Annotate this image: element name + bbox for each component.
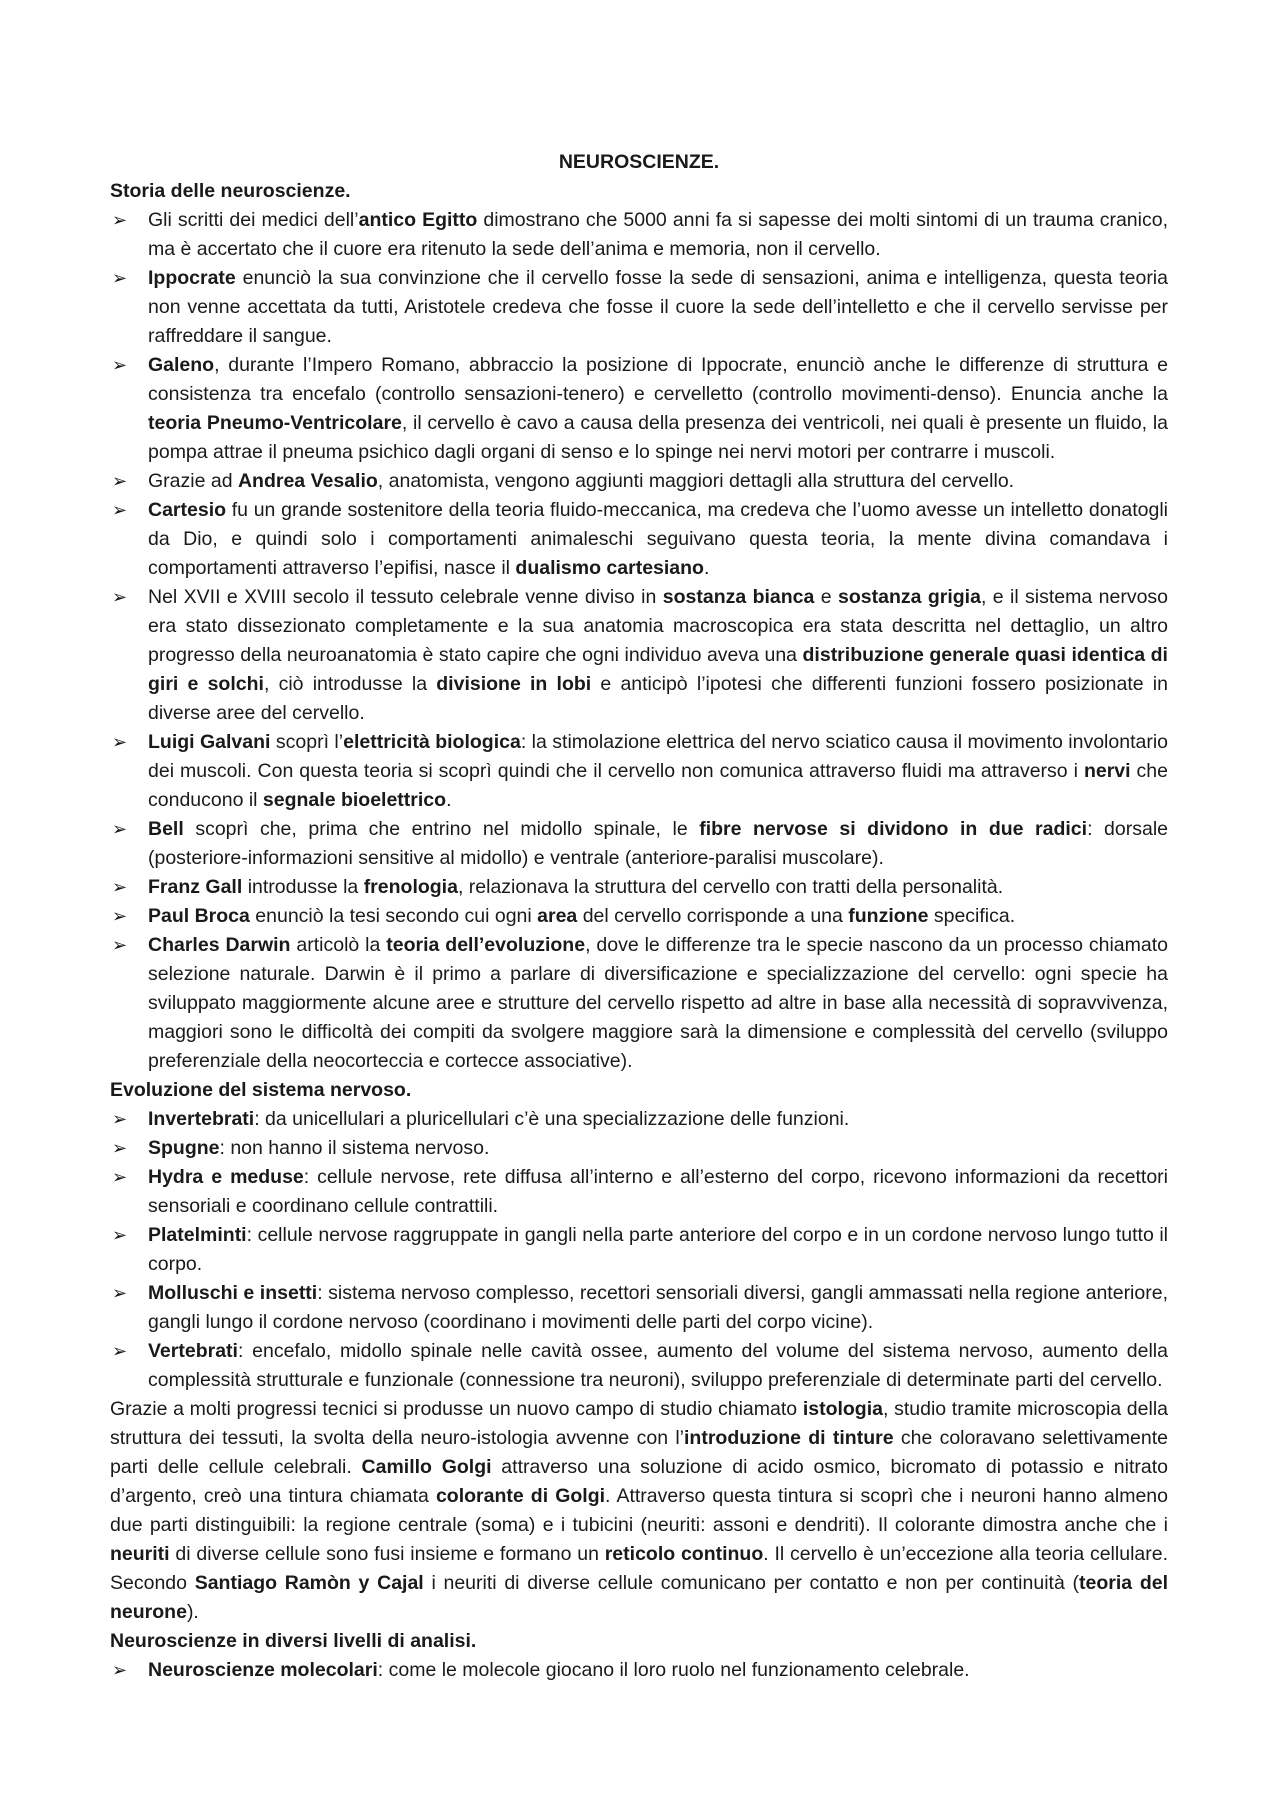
bold-term: frenologia (363, 876, 458, 898)
bullet-arrow-icon: ➢ (112, 1660, 128, 1681)
text-run: : come le molecole giocano il loro ruolo nel funzionamento celebrale. (377, 1659, 970, 1681)
bold-term: funzione (848, 905, 929, 927)
text-run: : da unicellulari a pluricellulari c’è una specializzazione delle funzioni. (254, 1108, 850, 1130)
text-run: introdusse la (242, 876, 364, 898)
bullet-item (110, 902, 1168, 931)
bullet-item (110, 1279, 1168, 1337)
text-run: dimostrano che 5000 anni fa si sapesse dei molti sintomi di un trauma cranico, ma è accertato che il cuore era ritenuto la sede dell’anima e memoria, non il cervello. (148, 209, 1168, 260)
bold-term: divisione in lobi (436, 673, 592, 695)
bullet-item (110, 206, 1168, 264)
text-run: i neuriti di diverse cellule comunicano per contatto e non per continuità ( (423, 1572, 1079, 1594)
bullet-list-evoluzione (110, 1105, 1168, 1395)
text-run: enunciò la sua convinzione che il cervello fosse la sede di sensazioni, anima e intelligenza, questa teoria non venne accettata da tutti, Aristotele credeva che fosse il cuore la sede dell’intelletto e che il cervello servisse per raffreddare il sangue. (148, 267, 1168, 347)
bold-term: Molluschi e insetti (148, 1282, 318, 1304)
bullet-arrow-icon: ➢ (112, 210, 128, 231)
text-run: , il cervello è cavo a causa della presenza dei ventricoli, nei quali è presente un fluido, la pompa attrae il pneuma psichico dagli organi di senso e lo spinge nei nervi motori per contrarre i muscoli. (148, 412, 1169, 463)
bold-term: introduzione di tinture (684, 1427, 894, 1449)
bold-term: Invertebrati (148, 1108, 255, 1130)
bold-term: Camillo Golgi (361, 1456, 492, 1478)
bullet-arrow-icon: ➢ (112, 471, 128, 492)
bullet-list-livelli (110, 1656, 1168, 1685)
text-run: attraverso una soluzione di acido osmico, bicromato di potassio e nitrato d’argento, creò una tintura chiamata (110, 1456, 1169, 1507)
bold-term: teoria Pneumo-Ventricolare (148, 412, 402, 434)
bullet-item (110, 873, 1168, 902)
bullet-arrow-icon: ➢ (112, 877, 128, 898)
bold-term: Luigi Galvani (148, 731, 271, 753)
text-run: ). (186, 1601, 199, 1623)
bullet-arrow-icon: ➢ (112, 1109, 128, 1130)
bold-term: colorante di Golgi (435, 1485, 606, 1507)
bold-term: Bell (148, 818, 184, 840)
bold-term: segnale bioelettrico (262, 789, 447, 811)
text-run: : sistema nervoso complesso, recettori sensoriali diversi, gangli ammassati nella regione anteriore, gangli lungo il cordone nervoso (coordinano i movimenti delle parti del corpo vicine). (148, 1282, 1168, 1333)
text-run: del cervello corrisponde a una (577, 905, 849, 927)
bullet-arrow-icon: ➢ (112, 1341, 128, 1362)
text-run: Nel XVII e XVIII secolo il tessuto celebrale venne diviso in (148, 586, 663, 608)
bullet-item (110, 1105, 1168, 1134)
text-run: fu un grande sostenitore della teoria fluido-meccanica, ma credeva che l’uomo avesse un intelletto donatogli da Dio, e quindi solo i comportamenti animaleschi seguivano questa teoria, la mente divina comandava i comportamenti attraverso l’epifisi, nasce il (148, 499, 1168, 579)
bold-term: fibre nervose si dividono in due radici (699, 818, 1088, 840)
bullet-arrow-icon: ➢ (112, 906, 128, 927)
text-run: , ciò introdusse la (263, 673, 437, 695)
bullet-arrow-icon: ➢ (112, 1225, 128, 1246)
document-title: NEUROSCIENZE. (558, 151, 720, 173)
bullet-arrow-icon: ➢ (112, 587, 128, 608)
bold-term: Spugne (148, 1137, 220, 1159)
text-run: scoprì che, prima che entrino nel midollo spinale, le (183, 818, 700, 840)
bold-term: neuriti (110, 1543, 170, 1565)
text-run: : non hanno il sistema nervoso. (219, 1137, 490, 1159)
text-run: . (703, 557, 710, 579)
bullet-item (110, 728, 1168, 815)
bullet-item (110, 815, 1168, 873)
text-run: : cellule nervose, rete diffusa all’interno e all’esterno del corpo, ricevono informazioni da recettori sensoriali e coordinano cellule contrattili. (148, 1166, 1168, 1217)
bullet-item (110, 583, 1168, 728)
bold-term: elettricità biologica (343, 731, 521, 753)
text-run: enunciò la tesi secondo cui ogni (249, 905, 538, 927)
bold-term: Ippocrate (148, 267, 236, 289)
text-run: e anticipò l’ipotesi che differenti funzioni fossero posizionate in diverse aree del cervello. (148, 673, 1168, 724)
text-run: che coloravano selettivamente parti delle cellule celebrali. (110, 1427, 1169, 1478)
text-run: , dove le differenze tra le specie nascono da un processo chiamato selezione naturale. Darwin è il primo a parlare di diversificazione e specializzazione del cervello: ogni specie ha sviluppato maggiormente alcune aree e strutture del cervello rispetto ad altre in base alla necessità di sopravvivenza, maggiori sono le difficoltà dei compiti da svolgere maggiore sarà la dimensione e complessità del cervello (sviluppo preferenziale della neocorteccia e cortecce associative). (148, 934, 1168, 1072)
bold-term: Paul Broca (148, 905, 250, 927)
text-run: articolò la (290, 934, 387, 956)
section-heading-livelli: Neuroscienze in diversi livelli di analisi. (110, 1630, 477, 1652)
bold-term: dualismo cartesiano (515, 557, 704, 579)
text-run: . Il cervello è un’eccezione alla teoria cellulare. Secondo (110, 1543, 1169, 1594)
bold-term: istologia (802, 1398, 883, 1420)
bold-term: Andrea Vesalio (237, 470, 378, 492)
bullet-arrow-icon: ➢ (112, 500, 128, 521)
text-run: , e il sistema nervoso era stato dissezionato completamente e la sua anatomia macroscopica era stata descritta nel dettaglio, un altro progresso della neuroanatomia è stato capire che ogni individuo aveva una (148, 586, 1169, 666)
bullet-arrow-icon: ➢ (112, 355, 128, 376)
bullet-arrow-icon: ➢ (112, 732, 128, 753)
bold-term: sostanza grigia (838, 586, 981, 608)
bullet-item (110, 351, 1168, 467)
text-run: che conducono il (148, 760, 1168, 811)
bullet-list-storia (110, 206, 1168, 1076)
bold-term: Charles Darwin (148, 934, 291, 956)
text-run: Grazie a molti progressi tecnici si produsse un nuovo campo di studio chiamato (110, 1398, 803, 1420)
bullet-arrow-icon: ➢ (112, 1283, 128, 1304)
bold-term: Hydra e meduse (148, 1166, 304, 1188)
text-run: scoprì l’ (270, 731, 344, 753)
bold-term: nervi (1083, 760, 1131, 782)
bullet-item (110, 1163, 1168, 1221)
paragraph-istologia (110, 1395, 1168, 1627)
section-heading-evoluzione: Evoluzione del sistema nervoso. (110, 1079, 412, 1101)
bullet-arrow-icon: ➢ (112, 1167, 128, 1188)
bold-term: area (537, 905, 578, 927)
section-heading-storia: Storia delle neuroscienze. (110, 180, 351, 202)
bold-term: teoria del neurone (110, 1572, 1168, 1623)
bullet-item (110, 931, 1168, 1076)
bold-term: sostanza bianca (662, 586, 815, 608)
bullet-arrow-icon: ➢ (112, 268, 128, 289)
text-run: : la stimolazione elettrica del nervo sciatico causa il movimento involontario dei muscoli. Con questa teoria si scoprì quindi che il cervello non comunica attraverso fluidi ma attraverso i (148, 731, 1169, 782)
bold-term: Cartesio (148, 499, 227, 521)
bullet-item (110, 1656, 1168, 1685)
text-run: Grazie ad (148, 470, 238, 492)
bullet-item (110, 1337, 1168, 1395)
bold-term: Neuroscienze molecolari (148, 1659, 378, 1681)
text-run: : encefalo, midollo spinale nelle cavità ossee, aumento del volume del sistema nervoso, aumento della complessità strutturale e funzionale (connessione tra neuroni), sviluppo preferenziale di determinate parti del cervello. (148, 1340, 1168, 1391)
bold-term: Platelminti (148, 1224, 247, 1246)
text-run: , durante l’Impero Romano, abbraccio la posizione di Ippocrate, enunciò anche le differenze di struttura e consistenza tra encefalo (controllo sensazioni-tenero) e cervelletto (controllo movimenti-denso). Enuncia anche la (148, 354, 1168, 405)
bullet-arrow-icon: ➢ (112, 1138, 128, 1159)
bullet-item (110, 1221, 1168, 1279)
bold-term: Galeno (148, 354, 215, 376)
bullet-item (110, 496, 1168, 583)
text-run: . Attraverso questa tintura si scoprì che i neuroni hanno almeno due parti distinguibili: la regione centrale (soma) e i tubicini (neuriti: assoni e dendriti). Il colorante dimostra anche che i (110, 1485, 1168, 1536)
bold-term: distribuzione generale quasi identica di giri e solchi (148, 644, 1168, 695)
text-run: specifica. (928, 905, 1016, 927)
bullet-arrow-icon: ➢ (112, 935, 128, 956)
text-run: : cellule nervose raggruppate in gangli nella parte anteriore del corpo e in un cordone nervoso lungo tutto il corpo. (148, 1224, 1168, 1275)
text-run: di diverse cellule sono fusi insieme e formano un (169, 1543, 605, 1565)
bold-term: reticolo continuo (604, 1543, 764, 1565)
text-run: , anatomista, vengono aggiunti maggiori dettagli alla struttura del cervello. (377, 470, 1015, 492)
document-page (110, 148, 1168, 1685)
text-run: : dorsale (posteriore-informazioni sensitive al midollo) e ventrale (anteriore-paralisi muscolare). (148, 818, 1168, 869)
text-run: , relazionava la struttura del cervello con tratti della personalità. (457, 876, 1004, 898)
bullet-item (110, 467, 1168, 496)
bold-term: Vertebrati (148, 1340, 238, 1362)
text-run: , studio tramite microscopia della struttura dei tessuti, la svolta della neuro-istologia avvenne con l’ (110, 1398, 1169, 1449)
bullet-item (110, 1134, 1168, 1163)
bold-term: teoria dell’evoluzione (386, 934, 586, 956)
text-run: . (446, 789, 452, 811)
bullet-item (110, 264, 1168, 351)
text-run: e (814, 586, 839, 608)
bullet-arrow-icon: ➢ (112, 819, 128, 840)
text-run: Gli scritti dei medici dell’ (148, 209, 359, 231)
bold-term: Santiago Ramòn y Cajal (194, 1572, 424, 1594)
bold-term: antico Egitto (358, 209, 478, 231)
bold-term: Franz Gall (148, 876, 243, 898)
